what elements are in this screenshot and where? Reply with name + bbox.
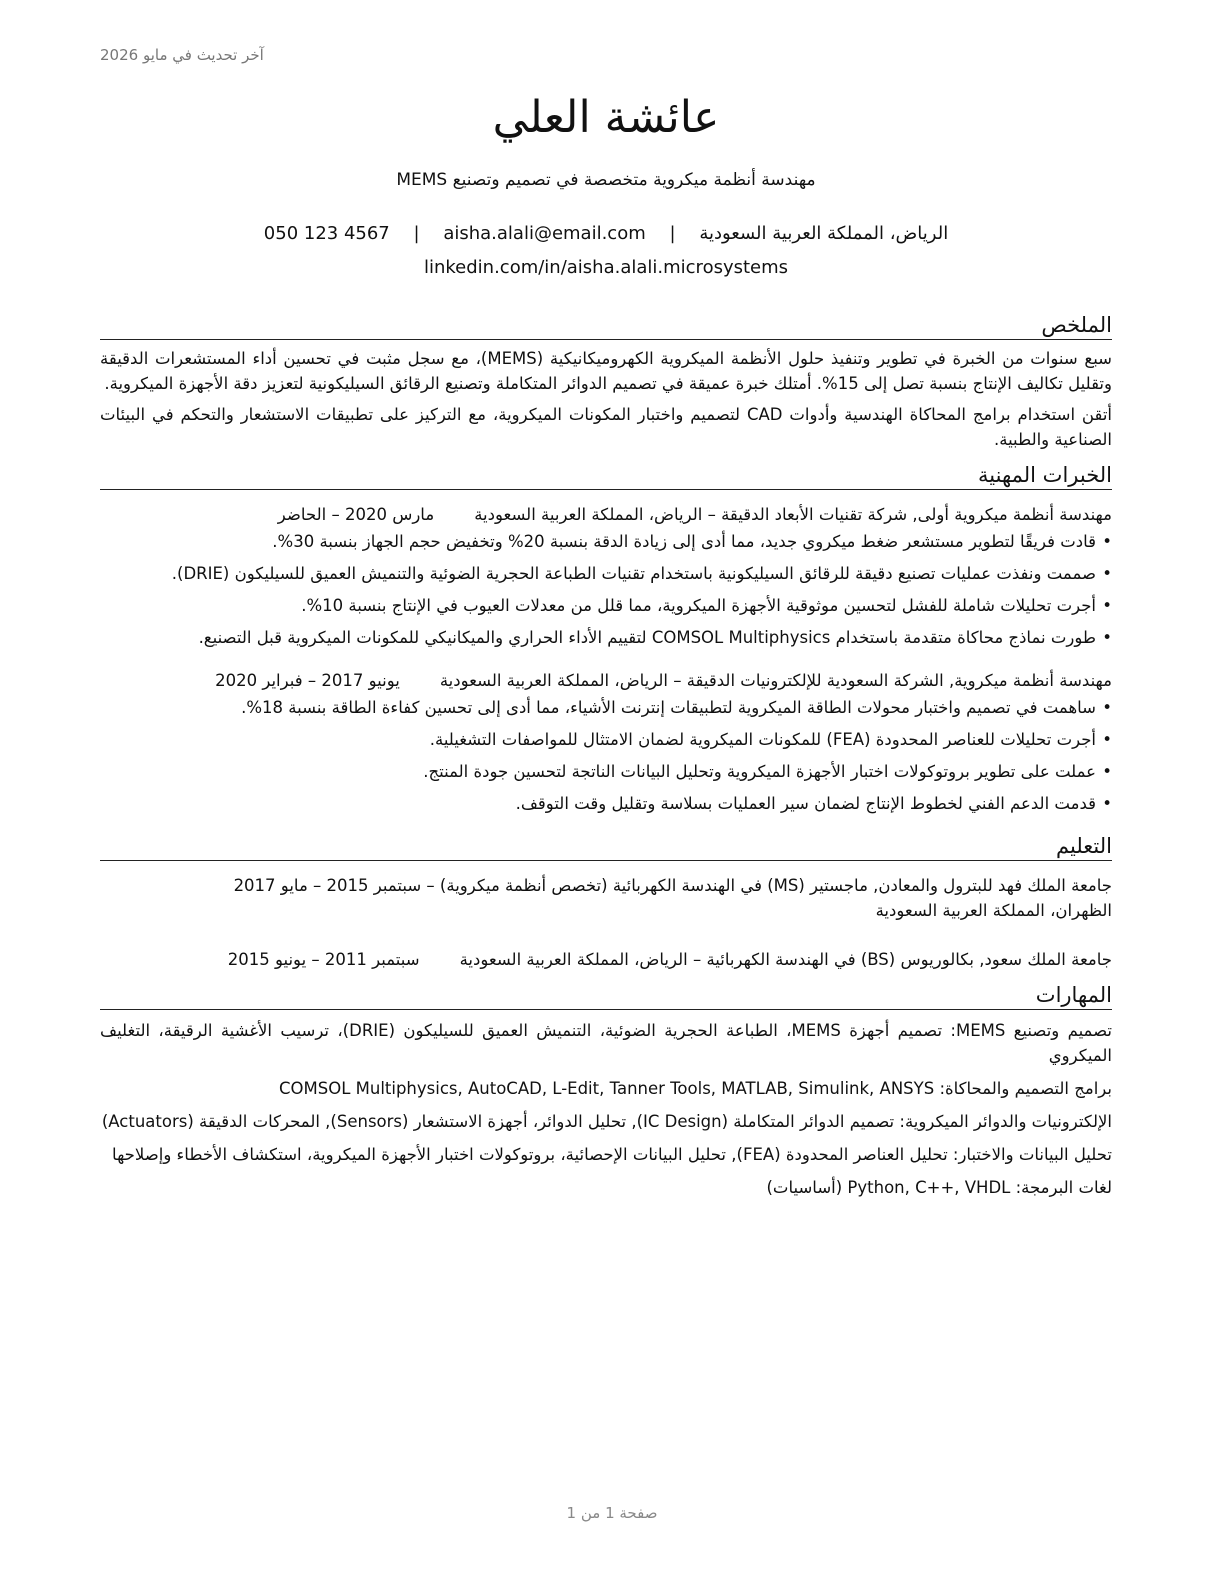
job-dates: مارس 2020 – الحاضر [277,505,435,524]
skills-section [100,982,1112,1200]
resume-page [100,0,1112,1584]
summary-paragraph: أتقن استخدام برامج المحاكاة الهندسية وأدوات CAD لتصميم واختبار المكونات الميكروية، مع التركيز على تطبيقات الاستشعار والتحكم في البيئات الصناعية والطبية. [100,405,1113,449]
education-header [100,947,1112,972]
summary-paragraph: سبع سنوات من الخبرة في تطوير وتنفيذ حلول الأنظمة الميكروية الكهروميكانيكية (MEMS)، مع سجل مثبت في تحسين أداء المستشعرات الدقيقة وتقليل تكاليف الإنتاج بنسبة تصل إلى 15%. أمتلك خبرة عميقة في تصميم الدوائر المتكاملة وتصنيع الرقائق السيليكونية لتعزيز دقة الأجهزة الميكروية. [100,349,1112,393]
experience-section [100,462,1112,816]
education-dates: سبتمبر 2011 – يونيو 2015 [227,950,420,969]
phone-number: 050 123 4567 [263,223,390,244]
skill-line: تصميم وتصنيع MEMS: تصميم أجهزة MEMS، الطباعة الحجرية الضوئية، التنميش العميق للسيليكون (DRIE)، ترسيب الأغشية الرقيقة، التغليف الميكروي [100,1021,1112,1065]
education-line: جامعة الملك فهد للبترول والمعادن, ماجستير (MS) في الهندسة الكهربائية (تخصص أنظمة ميكروية) – سبتمبر 2015 – مايو 2017 [233,876,1112,895]
skill-line: الإلكترونيات والدوائر الميكروية: تصميم الدوائر المتكاملة (IC Design), تحليل الدوائر، أجهزة الاستشعار (Sensors), المحركات الدقيقة (Actuators) [101,1112,1112,1131]
job-entry [100,668,1112,816]
summary-section [100,312,1112,452]
section-title-experience: الخبرات المهنية [100,462,1112,490]
education-location: الظهران، المملكة العربية السعودية [875,901,1112,920]
last-updated: آخر تحديث في مايو 2026 [100,46,264,64]
job-heading: مهندسة أنظمة ميكروية, الشركة السعودية للإلكترونيات الدقيقة – الرياض، المملكة العربية السعودية [439,671,1112,690]
list-item: • ساهمت في تصميم واختبار محولات الطاقة الميكروية لتطبيقات إنترنت الأشياء، مما أدى إلى تحسين كفاءة الطاقة بنسبة 18%. [100,695,1112,720]
list-item: • طورت نماذج محاكاة متقدمة باستخدام COMSOL Multiphysics لتقييم الأداء الحراري والميكانيكي للمكونات الميكروية قبل التصنيع. [100,625,1112,650]
education-entry [100,947,1112,972]
contact-line [100,223,1112,244]
education-entry [100,873,1112,923]
location: الرياض، المملكة العربية السعودية [699,223,949,244]
job-header [100,502,1112,527]
section-title-skills: المهارات [100,982,1112,1010]
job-dates: يونيو 2017 – فبراير 2020 [215,671,400,690]
list-item: • أجرت تحليلات للعناصر المحدودة (FEA) للمكونات الميكروية لضمان الامتثال للمواصفات التشغيلية. [100,727,1112,752]
education-heading: جامعة الملك سعود, بكالوريوس (BS) في الهندسة الكهربائية – الرياض، المملكة العربية السعودية [459,950,1112,969]
candidate-name: عائشة العلي [492,92,720,143]
section-title-education: التعليم [100,833,1112,861]
job-bullets [100,695,1112,816]
list-item: • قادت فريقًا لتطوير مستشعر ضغط ميكروي جديد، مما أدى إلى زيادة الدقة بنسبة 20% وتخفيض حجم الجهاز بنسبة 30%. [100,529,1112,554]
list-item: • عملت على تطوير بروتوكولات اختبار الأجهزة الميكروية وتحليل البيانات الناتجة لتحسين جودة المنتج. [100,759,1112,784]
email-link[interactable]: aisha.alali@email.com [443,223,646,244]
section-title-summary: الملخص [100,312,1112,340]
job-bullets [100,529,1112,650]
separator: | [413,223,420,244]
job-entry [100,502,1112,650]
skill-line: لغات البرمجة: Python, C++, VHDL (أساسيات) [766,1178,1112,1197]
job-header [100,668,1112,693]
education-section [100,833,1112,972]
job-heading: مهندسة أنظمة ميكروية أولى, شركة تقنيات الأبعاد الدقيقة – الرياض، المملكة العربية السعودية [474,505,1112,524]
list-item: • صممت ونفذت عمليات تصنيع دقيقة للرقائق السيليكونية باستخدام تقنيات الطباعة الحجرية الضوئية والتنميش العميق للسيليكون (DRIE). [100,561,1112,586]
skill-line: برامج التصميم والمحاكاة: COMSOL Multiphysics, AutoCAD, L-Edit, Tanner Tools, MATLAB, Simulink, ANSYS [278,1079,1112,1098]
skill-line: تحليل البيانات والاختبار: تحليل العناصر المحدودة (FEA), تحليل البيانات الإحصائية، بروتوكولات اختبار الأجهزة الميكروية، استكشاف الأخطاء وإصلاحها [112,1145,1112,1164]
separator: | [669,223,676,244]
job-title: مهندسة أنظمة ميكروية متخصصة في تصميم وتصنيع MEMS [396,170,816,190]
list-item: • قدمت الدعم الفني لخطوط الإنتاج لضمان سير العمليات بسلاسة وتقليل وقت التوقف. [100,791,1112,816]
resume-content [100,312,1112,1200]
page-number: صفحة 1 من 1 [566,1504,658,1522]
list-item: • أجرت تحليلات شاملة للفشل لتحسين موثوقية الأجهزة الميكروية، مما قلل من معدلات العيوب في الإنتاج بنسبة 10%. [100,593,1112,618]
linkedin-link[interactable]: linkedin.com/in/aisha.alali.microsystems [423,257,789,278]
